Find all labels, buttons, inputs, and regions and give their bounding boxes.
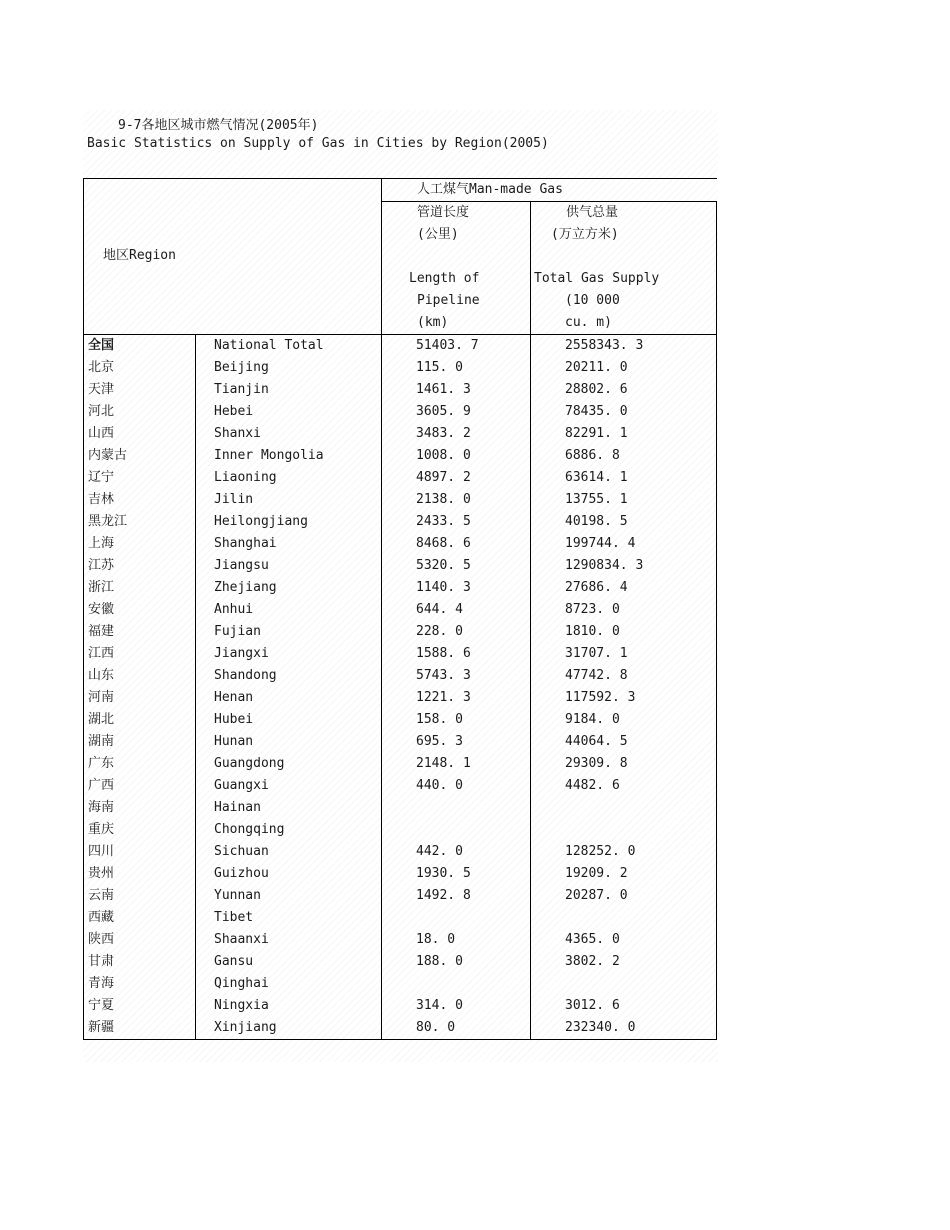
table-row — [84, 1017, 717, 1040]
region-name-cn: 辽宁 — [84, 467, 196, 489]
pipeline-length-value: 3605. 9 — [382, 401, 531, 423]
gas-supply-value: 78435. 0 — [531, 401, 717, 423]
table-row — [84, 335, 717, 358]
gas-supply-value: 4365. 0 — [531, 929, 717, 951]
pipeline-length-value: 188. 0 — [382, 951, 531, 973]
pipeline-length-value: 2148. 1 — [382, 753, 531, 775]
gas-supply-value: 20211. 0 — [531, 357, 717, 379]
region-name-en: Shandong — [196, 665, 382, 687]
region-name-en: Guangxi — [196, 775, 382, 797]
pipeline-length-value — [382, 797, 531, 819]
region-name-en: Guizhou — [196, 863, 382, 885]
region-name-en: National Total — [196, 335, 382, 358]
gas-supply-value: 1810. 0 — [531, 621, 717, 643]
region-name-en: Zhejiang — [196, 577, 382, 599]
region-name-en: Qinghai — [196, 973, 382, 995]
pipeline-header-line: Length of — [382, 268, 531, 290]
pipeline-length-value: 695. 3 — [382, 731, 531, 753]
table-row — [84, 995, 717, 1017]
region-name-cn: 内蒙古 — [84, 445, 196, 467]
table-title-english: Basic Statistics on Supply of Gas in Cities by Region(2005) — [87, 136, 549, 151]
pipeline-header-line: (km) — [382, 312, 531, 335]
supply-header-line: 供气总量 — [531, 202, 717, 225]
supply-header-line: (10 000 — [531, 290, 717, 312]
gas-supply-value: 40198. 5 — [531, 511, 717, 533]
region-name-cn: 安徽 — [84, 599, 196, 621]
gas-supply-value: 2558343. 3 — [531, 335, 717, 358]
pipeline-length-value — [382, 907, 531, 929]
supply-header-line: Total Gas Supply — [531, 268, 717, 290]
gas-supply-value: 9184. 0 — [531, 709, 717, 731]
pipeline-length-value: 644. 4 — [382, 599, 531, 621]
region-name-en: Liaoning — [196, 467, 382, 489]
table-row — [84, 599, 717, 621]
gas-supply-value: 4482. 6 — [531, 775, 717, 797]
gas-supply-value: 1290834. 3 — [531, 555, 717, 577]
gas-supply-value: 82291. 1 — [531, 423, 717, 445]
table-row — [84, 445, 717, 467]
region-name-en: Chongqing — [196, 819, 382, 841]
region-name-cn: 广东 — [84, 753, 196, 775]
gas-supply-value: 3012. 6 — [531, 995, 717, 1017]
gas-supply-value — [531, 973, 717, 995]
region-name-en: Xinjiang — [196, 1017, 382, 1040]
pipeline-length-value: 8468. 6 — [382, 533, 531, 555]
pipeline-length-value: 442. 0 — [382, 841, 531, 863]
region-name-en: Shanxi — [196, 423, 382, 445]
pipeline-length-value: 1140. 3 — [382, 577, 531, 599]
pipeline-header-line — [382, 246, 531, 268]
gas-supply-value: 13755. 1 — [531, 489, 717, 511]
gas-supply-value: 47742. 8 — [531, 665, 717, 687]
pipeline-header-line: 管道长度 — [382, 202, 531, 225]
pipeline-length-value: 5743. 3 — [382, 665, 531, 687]
gas-supply-value: 28802. 6 — [531, 379, 717, 401]
region-name-en: Shaanxi — [196, 929, 382, 951]
gas-supply-value: 117592. 3 — [531, 687, 717, 709]
table-row — [84, 643, 717, 665]
gas-supply-value: 31707. 1 — [531, 643, 717, 665]
table-row — [84, 533, 717, 555]
table-row — [84, 577, 717, 599]
region-name-cn: 浙江 — [84, 577, 196, 599]
region-name-cn: 陕西 — [84, 929, 196, 951]
region-name-cn: 湖南 — [84, 731, 196, 753]
region-name-cn: 西藏 — [84, 907, 196, 929]
region-name-cn: 河南 — [84, 687, 196, 709]
region-name-cn: 山西 — [84, 423, 196, 445]
pipeline-length-value: 1930. 5 — [382, 863, 531, 885]
gas-supply-value: 199744. 4 — [531, 533, 717, 555]
region-name-en: Jiangsu — [196, 555, 382, 577]
gas-supply-value: 29309. 8 — [531, 753, 717, 775]
table-row — [84, 885, 717, 907]
table-row — [84, 511, 717, 533]
gas-supply-value: 3802. 2 — [531, 951, 717, 973]
region-name-cn: 重庆 — [84, 819, 196, 841]
region-name-cn: 宁夏 — [84, 995, 196, 1017]
region-name-en: Jilin — [196, 489, 382, 511]
table-row — [84, 753, 717, 775]
region-name-en: Beijing — [196, 357, 382, 379]
region-name-en: Inner Mongolia — [196, 445, 382, 467]
gas-supply-value: 44064. 5 — [531, 731, 717, 753]
pipeline-length-value — [382, 973, 531, 995]
table-row — [84, 555, 717, 577]
table-row — [84, 709, 717, 731]
pipeline-length-value: 228. 0 — [382, 621, 531, 643]
table-row — [84, 731, 717, 753]
region-name-cn: 甘肃 — [84, 951, 196, 973]
table-row — [84, 357, 717, 379]
region-name-cn: 江西 — [84, 643, 196, 665]
pipeline-length-value: 1008. 0 — [382, 445, 531, 467]
region-name-cn: 山东 — [84, 665, 196, 687]
region-name-cn: 四川 — [84, 841, 196, 863]
region-name-en: Jiangxi — [196, 643, 382, 665]
region-name-cn: 天津 — [84, 379, 196, 401]
pipeline-length-value — [382, 819, 531, 841]
gas-supply-value: 8723. 0 — [531, 599, 717, 621]
region-name-en: Henan — [196, 687, 382, 709]
gas-supply-value: 63614. 1 — [531, 467, 717, 489]
gas-supply-value — [531, 907, 717, 929]
table-row — [84, 687, 717, 709]
pipeline-length-value: 18. 0 — [382, 929, 531, 951]
region-name-cn: 全国 — [84, 335, 196, 358]
region-name-cn: 贵州 — [84, 863, 196, 885]
pipeline-header-line: Pipeline — [382, 290, 531, 312]
region-name-cn: 青海 — [84, 973, 196, 995]
gas-supply-value: 27686. 4 — [531, 577, 717, 599]
table-row — [84, 819, 717, 841]
pipeline-length-value: 1588. 6 — [382, 643, 531, 665]
region-name-cn: 福建 — [84, 621, 196, 643]
table-row — [84, 907, 717, 929]
region-name-en: Hainan — [196, 797, 382, 819]
table-row — [84, 775, 717, 797]
pipeline-length-value: 3483. 2 — [382, 423, 531, 445]
table-row — [84, 423, 717, 445]
region-name-en: Guangdong — [196, 753, 382, 775]
region-name-en: Tianjin — [196, 379, 382, 401]
region-name-en: Tibet — [196, 907, 382, 929]
pipeline-length-value: 314. 0 — [382, 995, 531, 1017]
table-row — [84, 621, 717, 643]
region-name-cn: 黑龙江 — [84, 511, 196, 533]
pipeline-length-value: 51403. 7 — [382, 335, 531, 358]
table-title-chinese: 9-7各地区城市燃气情况(2005年) — [118, 118, 319, 133]
region-name-en: Gansu — [196, 951, 382, 973]
table-row — [84, 841, 717, 863]
pipeline-length-value: 115. 0 — [382, 357, 531, 379]
gas-supply-value: 19209. 2 — [531, 863, 717, 885]
region-name-en: Shanghai — [196, 533, 382, 555]
supply-header-line: cu. m) — [531, 312, 717, 335]
table-row — [84, 797, 717, 819]
region-name-cn: 上海 — [84, 533, 196, 555]
region-name-cn: 江苏 — [84, 555, 196, 577]
pipeline-length-value: 1221. 3 — [382, 687, 531, 709]
region-name-cn: 新疆 — [84, 1017, 196, 1040]
pipeline-header-line: (公里) — [382, 224, 531, 246]
man-made-gas-header: 人工煤气Man-made Gas — [382, 179, 717, 202]
region-name-cn: 湖北 — [84, 709, 196, 731]
pipeline-length-value: 80. 0 — [382, 1017, 531, 1040]
region-name-en: Anhui — [196, 599, 382, 621]
pipeline-length-value: 5320. 5 — [382, 555, 531, 577]
table-row — [84, 665, 717, 687]
table-row — [84, 489, 717, 511]
header-row — [84, 179, 717, 202]
region-name-en: Hebei — [196, 401, 382, 423]
region-name-en: Hubei — [196, 709, 382, 731]
region-name-en: Ningxia — [196, 995, 382, 1017]
gas-supply-value: 232340. 0 — [531, 1017, 717, 1040]
pipeline-length-value: 2138. 0 — [382, 489, 531, 511]
region-name-cn: 吉林 — [84, 489, 196, 511]
gas-supply-value — [531, 797, 717, 819]
region-name-en: Fujian — [196, 621, 382, 643]
pipeline-length-value: 1492. 8 — [382, 885, 531, 907]
table-row — [84, 379, 717, 401]
region-name-cn: 海南 — [84, 797, 196, 819]
region-name-en: Yunnan — [196, 885, 382, 907]
pipeline-length-value: 440. 0 — [382, 775, 531, 797]
gas-supply-value: 6886. 8 — [531, 445, 717, 467]
table-row — [84, 973, 717, 995]
region-name-cn: 北京 — [84, 357, 196, 379]
table-row — [84, 863, 717, 885]
gas-supply-value: 128252. 0 — [531, 841, 717, 863]
supply-header-line — [531, 246, 717, 268]
region-name-en: Hunan — [196, 731, 382, 753]
region-name-en: Sichuan — [196, 841, 382, 863]
supply-header-line: (万立方米) — [531, 224, 717, 246]
gas-supply-table — [83, 178, 717, 1040]
pipeline-length-value: 158. 0 — [382, 709, 531, 731]
pipeline-length-value: 1461. 3 — [382, 379, 531, 401]
gas-supply-value — [531, 819, 717, 841]
region-name-en: Heilongjiang — [196, 511, 382, 533]
table-row — [84, 401, 717, 423]
pipeline-length-value: 4897. 2 — [382, 467, 531, 489]
gas-supply-value: 20287. 0 — [531, 885, 717, 907]
region-header: 地区Region — [84, 179, 382, 335]
table-row — [84, 467, 717, 489]
region-name-cn: 云南 — [84, 885, 196, 907]
region-name-cn: 广西 — [84, 775, 196, 797]
pipeline-length-value: 2433. 5 — [382, 511, 531, 533]
region-name-cn: 河北 — [84, 401, 196, 423]
table-row — [84, 951, 717, 973]
table-row — [84, 929, 717, 951]
